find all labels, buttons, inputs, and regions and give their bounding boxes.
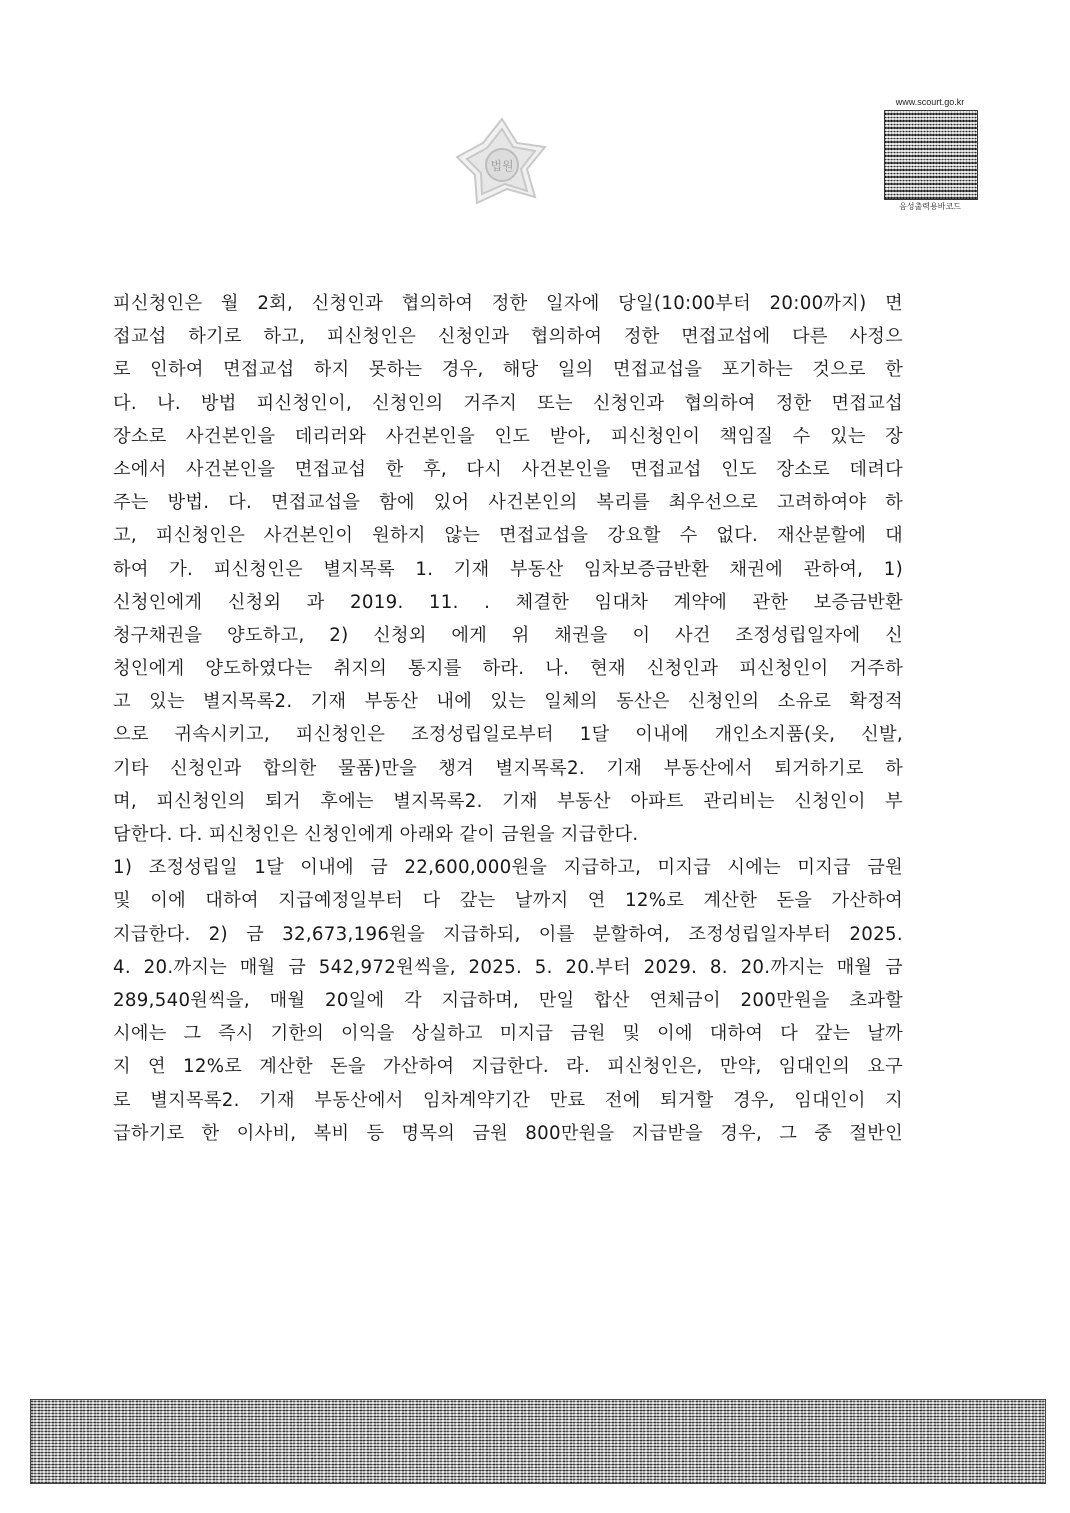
body-line: 으로 귀속시키고, 피신청인은 조정성립일로부터 1달 이내에 개인소지품(옷, 신발, — [113, 724, 903, 746]
body-line: 청구채권을 양도하고, 2) 신청외 에게 위 채권을 이 사건 조정성립일자에 신 — [113, 624, 903, 646]
body-line: 지 연 12%로 계산한 돈을 가산하여 지급한다. 라. 피신청인은, 만약, 임대인의 요구 — [113, 1056, 903, 1078]
barcode-caption: 음성출력용바코드 — [899, 202, 961, 211]
body-line: 신청인에게 신청외 과 2019. 11. . 체결한 임대차 계약에 관한 보증금반환 — [113, 591, 903, 613]
body-line: 로 인하여 면접교섭 하지 못하는 경우, 해당 일의 면접교섭을 포기하는 것으로 한 — [113, 359, 903, 381]
body-line: 접교섭 하기로 하고, 피신청인은 신청인과 협의하여 정한 면접교섭에 다른 사정으 — [113, 326, 903, 348]
body-line: 담한다. 다. 피신청인은 신청인에게 아래와 같이 금원을 지급한다. — [113, 824, 639, 845]
body-line: 및 이에 대하여 지급예정일부터 다 갚는 날까지 연 12%로 계산한 돈을 가산하여 — [113, 890, 903, 912]
body-line: 1) 조정성립일 1달 이내에 금 22,600,000원을 지급하고, 미지급 시에는 미지급 금원 — [113, 857, 903, 879]
body-line: 고, 피신청인은 사건본인이 원하지 않는 면접교섭을 강요할 수 없다. 재산분할에 대 — [113, 525, 903, 547]
body-line: 기타 신청인과 합의한 물품)만을 챙겨 별지목록2. 기재 부동산에서 퇴거하기로 하 — [113, 757, 903, 779]
body-line: 로 별지목록2. 기재 부동산에서 임차계약기간 만료 전에 퇴거할 경우, 임대인이 지 — [113, 1089, 903, 1111]
voice-barcode-icon — [884, 110, 978, 200]
barcode-url: www.scourt.go.kr — [895, 97, 965, 107]
body-line: 289,540원씩을, 매월 20일에 각 지급하며, 만일 합산 연체금이 200만원을 초과할 — [113, 989, 903, 1011]
court-seal-icon — [447, 113, 557, 223]
body-line: 장소로 사건본인을 데리러와 사건본인을 인도 받아, 피신청인이 책임질 수 있는 장 — [113, 425, 903, 447]
body-line: 며, 피신청인의 퇴거 후에는 별지목록2. 기재 부동산 아파트 관리비는 신청인이 부 — [113, 790, 903, 812]
body-line: 시에는 그 즉시 기한의 이익을 상실하고 미지급 금원 및 이에 대하여 다 갚는 날까 — [113, 1023, 903, 1045]
body-line: 고 있는 별지목록2. 기재 부동산 내에 있는 일체의 동산은 신청인의 소유로 확정적 — [113, 691, 903, 713]
body-line: 다. 나. 방법 피신청인이, 신청인의 거주지 또는 신청인과 협의하여 정한 면접교섭 — [113, 392, 903, 414]
seal-text: 법원 — [490, 159, 514, 173]
body-line: 피신청인은 월 2회, 신청인과 협의하여 정한 일자에 당일(10:00부터 20:00까지) 면 — [113, 293, 903, 314]
body-line: 주는 방법. 다. 면접교섭을 함에 있어 사건본인의 복리를 최우선으로 고려하여야 하 — [113, 492, 903, 514]
body-line: 소에서 사건본인을 면접교섭 한 후, 다시 사건본인을 면접교섭 인도 장소로 데려다 — [113, 458, 903, 480]
body-line: 청인에게 양도하였다는 취지의 통지를 하라. 나. 현재 신청인과 피신청인이 거주하 — [113, 658, 903, 680]
security-pattern-strip — [30, 1399, 1046, 1484]
body-line: 하여 가. 피신청인은 별지목록 1. 기재 부동산 임차보증금반환 채권에 관하여, 1) — [113, 558, 903, 580]
body-line: 급하기로 한 이사비, 복비 등 명목의 금원 800만원을 지급받을 경우, 그 중 절반인 — [113, 1122, 903, 1144]
body-line: 지급한다. 2) 금 32,673,196원을 지급하되, 이를 분할하여, 조정성립일자부터 2025. — [113, 923, 903, 945]
body-line: 4. 20.까지는 매월 금 542,972원씩을, 2025. 5. 20.부터 2029. 8. 20.까지는 매월 금 — [113, 956, 903, 978]
document-body — [113, 287, 903, 1150]
